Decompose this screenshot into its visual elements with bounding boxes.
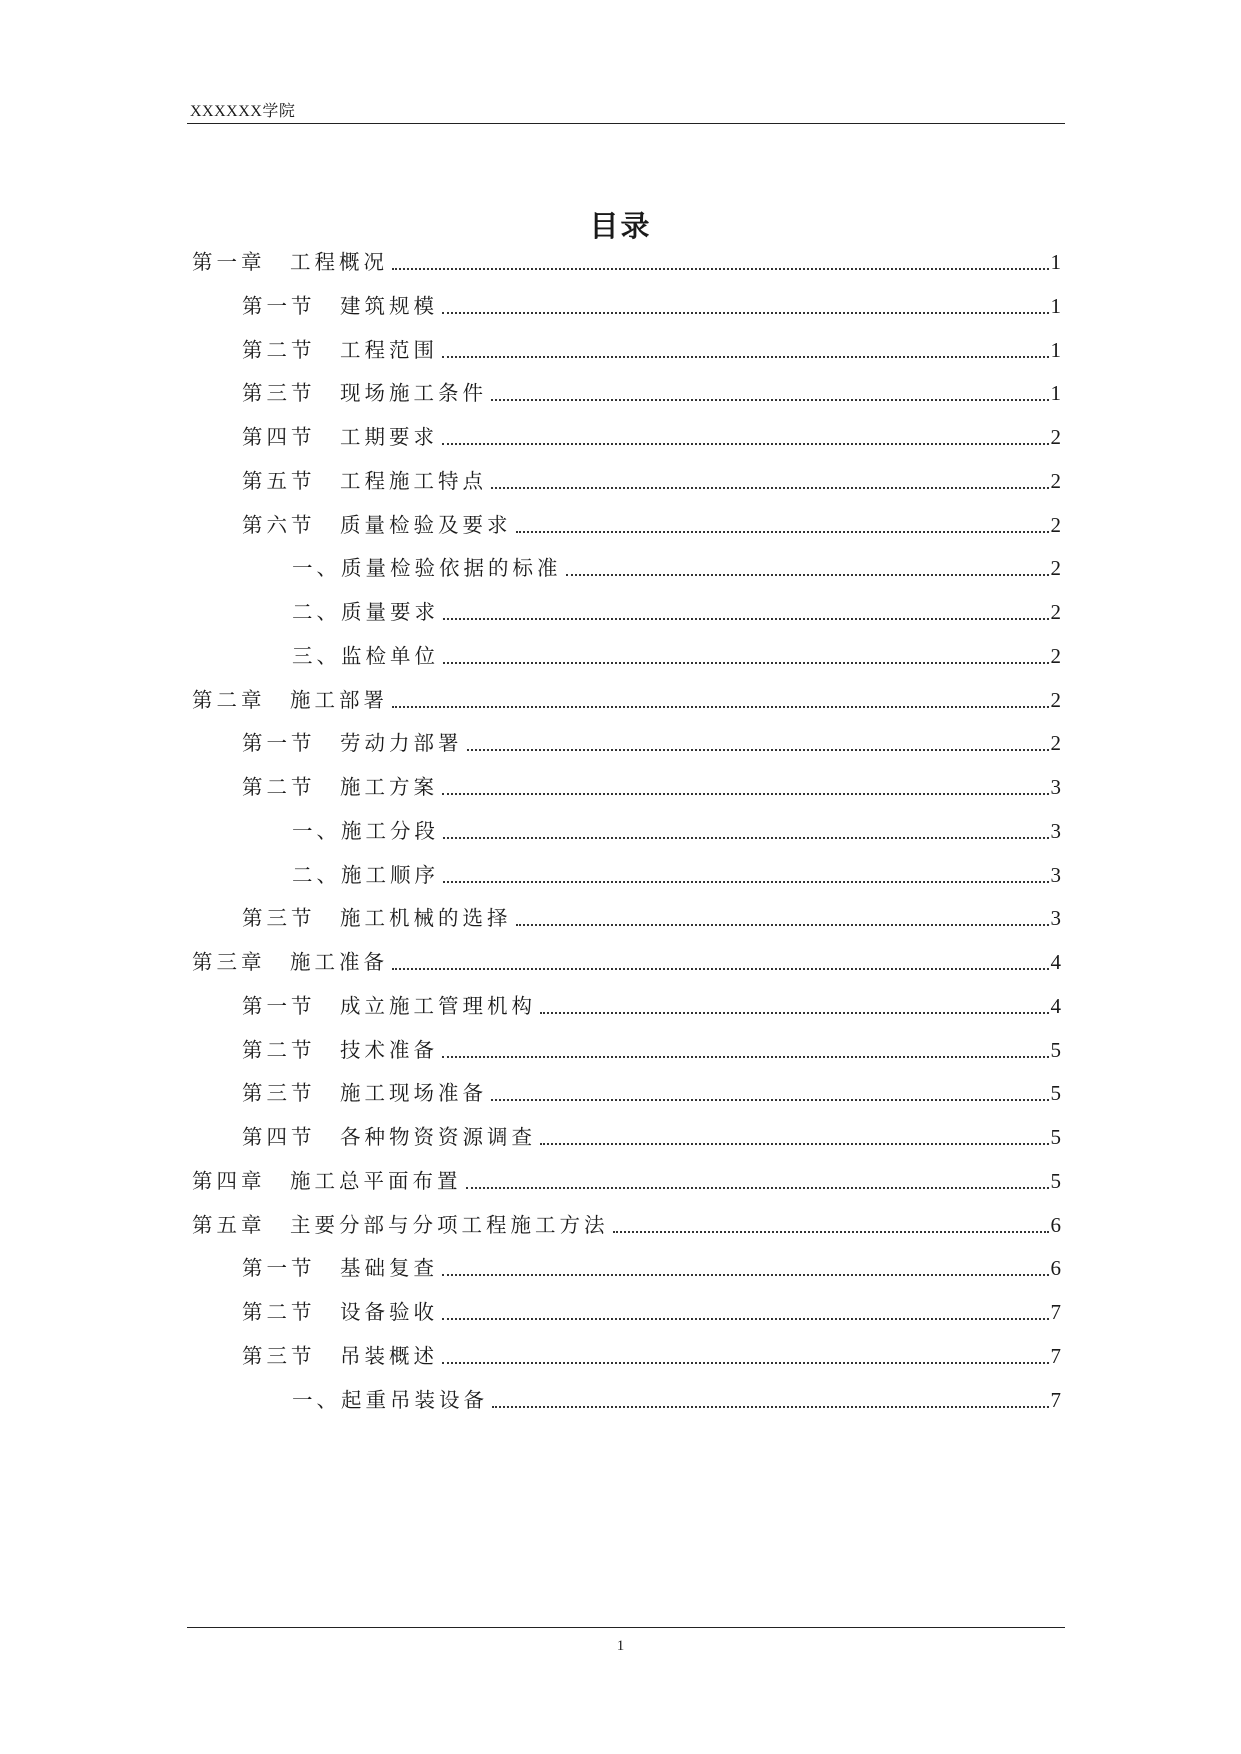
- toc-entry-page-number: 5: [1050, 1081, 1061, 1106]
- toc-entry[interactable]: [242, 1341, 1061, 1371]
- toc-dot-leader: [566, 574, 1049, 576]
- toc-entry[interactable]: [242, 1297, 1061, 1327]
- toc-entry[interactable]: [292, 641, 1061, 671]
- toc-dot-leader: [392, 968, 1049, 970]
- toc-entry-label: 第四章 施工总平面布置: [192, 1168, 462, 1193]
- toc-entry[interactable]: [242, 772, 1061, 802]
- toc-dot-leader: [516, 924, 1049, 926]
- toc-entry-label: 第三节 现场施工条件: [242, 381, 487, 406]
- toc-entry[interactable]: [292, 816, 1061, 846]
- toc-entry-label: 二、施工顺序: [292, 862, 439, 887]
- footer-rule: [187, 1627, 1065, 1628]
- toc-title: 目录: [589, 209, 652, 243]
- toc-dot-leader: [442, 793, 1049, 795]
- toc-entry-page-number: 4: [1050, 993, 1061, 1018]
- toc-entry[interactable]: [292, 597, 1061, 627]
- toc-entry[interactable]: [242, 1078, 1061, 1108]
- toc-dot-leader: [442, 356, 1049, 358]
- toc-entry-label: 第三节 施工现场准备: [242, 1081, 487, 1106]
- toc-entry-page-number: 2: [1050, 556, 1061, 581]
- toc-entry[interactable]: [242, 1253, 1061, 1283]
- toc-entry-page-number: 1: [1050, 250, 1061, 274]
- toc-entry-page-number: 2: [1050, 643, 1061, 668]
- toc-entry-page-number: 4: [1050, 950, 1061, 974]
- toc-dot-leader: [613, 1231, 1049, 1233]
- toc-entry-label: 第四节 工期要求: [242, 425, 438, 449]
- toc-entry-label: 第三节 施工机械的选择: [242, 906, 512, 931]
- toc-dot-leader: [392, 268, 1049, 270]
- toc-entry[interactable]: [242, 422, 1061, 452]
- toc-entry-page-number: 2: [1050, 512, 1061, 537]
- toc-entry-label: 第五节 工程施工特点: [242, 468, 487, 493]
- toc-entry-label: 第一节 成立施工管理机构: [242, 993, 536, 1018]
- toc-entry-label: 一、起重吊装设备: [292, 1387, 488, 1412]
- toc-dot-leader: [442, 443, 1049, 445]
- toc-dot-leader: [540, 1012, 1049, 1014]
- toc-entry-label: 第二节 工程范围: [242, 337, 438, 362]
- toc-dot-leader: [442, 1274, 1049, 1276]
- toc-dot-leader: [443, 837, 1049, 839]
- toc-entry-label: 第二节 设备验收: [242, 1300, 438, 1324]
- toc-entry-page-number: 3: [1050, 818, 1061, 843]
- toc-entry-label: 第四节 各种物资资源调查: [242, 1125, 536, 1149]
- toc-entry[interactable]: [192, 947, 1061, 977]
- toc-dot-leader: [443, 618, 1049, 620]
- toc-dot-leader: [466, 1187, 1049, 1189]
- toc-entry-label: 第二节 施工方案: [242, 775, 438, 799]
- toc-entry-label: 二、质量要求: [292, 600, 439, 624]
- toc-entry-page-number: 5: [1050, 1168, 1061, 1193]
- toc-entry-page-number: 2: [1050, 468, 1061, 493]
- toc-dot-leader: [491, 1099, 1049, 1101]
- toc-entry[interactable]: [192, 1166, 1061, 1196]
- toc-dot-leader: [491, 399, 1049, 401]
- toc-entry-label: 第三节 吊装概述: [242, 1343, 438, 1368]
- toc-entry-label: 第一节 基础复查: [242, 1256, 438, 1281]
- toc-entry[interactable]: [242, 335, 1061, 365]
- toc-entry-label: 第二节 技术准备: [242, 1037, 438, 1062]
- toc-entry-label: 第一节 劳动力部署: [242, 731, 463, 756]
- toc-entry[interactable]: [292, 860, 1061, 890]
- toc-dot-leader: [516, 531, 1049, 533]
- toc-entry-label: 一、质量检验依据的标准: [292, 556, 562, 581]
- toc-entry-page-number: 3: [1050, 862, 1061, 887]
- toc-entry-page-number: 3: [1050, 775, 1061, 799]
- toc-entry[interactable]: [292, 553, 1061, 583]
- toc-entry[interactable]: [192, 685, 1061, 715]
- toc-entry-label: 一、施工分段: [292, 818, 439, 843]
- toc-dot-leader: [442, 1318, 1049, 1320]
- toc-entry-page-number: 5: [1050, 1037, 1061, 1062]
- toc-entry[interactable]: [192, 1210, 1061, 1240]
- toc-entry-label: 第一节 建筑规模: [242, 293, 438, 318]
- toc-entry[interactable]: [242, 378, 1061, 408]
- toc-entry-label: 三、监检单位: [292, 643, 439, 668]
- toc-entry[interactable]: [242, 1035, 1061, 1065]
- toc-entry-label: 第五章 主要分部与分项工程施工方法: [192, 1212, 609, 1237]
- toc-dot-leader: [442, 1056, 1049, 1058]
- toc-entry-page-number: 7: [1050, 1343, 1061, 1368]
- toc-entry[interactable]: [242, 291, 1061, 321]
- toc-dot-leader: [442, 1362, 1049, 1364]
- page-number: 1: [616, 1638, 625, 1654]
- toc-dot-leader: [492, 1406, 1049, 1408]
- toc-dot-leader: [443, 662, 1049, 664]
- toc-dot-leader: [392, 706, 1049, 708]
- toc-entry-page-number: 7: [1050, 1300, 1061, 1324]
- toc-entry-page-number: 3: [1050, 906, 1061, 931]
- toc-entry[interactable]: [242, 510, 1061, 540]
- toc-entry-label: 第六节 质量检验及要求: [242, 512, 512, 537]
- toc-dot-leader: [467, 749, 1049, 751]
- toc-entry-page-number: 1: [1050, 337, 1061, 362]
- toc-dot-leader: [443, 881, 1049, 883]
- toc-entry-label: 第三章 施工准备: [192, 950, 388, 974]
- toc-entry[interactable]: [242, 728, 1061, 758]
- toc-entry-page-number: 2: [1050, 600, 1061, 624]
- toc-entry-page-number: 7: [1050, 1387, 1061, 1412]
- toc-entry[interactable]: [242, 991, 1061, 1021]
- toc-entry-page-number: 2: [1050, 731, 1061, 756]
- toc-entry-page-number: 5: [1050, 1125, 1061, 1149]
- toc-entry[interactable]: [242, 903, 1061, 933]
- toc-entry[interactable]: [292, 1385, 1061, 1415]
- toc-entry[interactable]: [192, 247, 1061, 277]
- toc-dot-leader: [491, 487, 1049, 489]
- toc-entry-page-number: 2: [1050, 687, 1061, 712]
- toc-entry-page-number: 2: [1050, 425, 1061, 449]
- toc-entry[interactable]: [242, 1122, 1061, 1152]
- toc-dot-leader: [540, 1143, 1049, 1145]
- toc-entry-page-number: 6: [1050, 1256, 1061, 1281]
- toc-entry[interactable]: [242, 466, 1061, 496]
- page-header: [187, 94, 1065, 124]
- toc-dot-leader: [442, 312, 1049, 314]
- header-institution-name: XXXXXX学院: [190, 103, 296, 120]
- toc-entry-page-number: 1: [1050, 381, 1061, 406]
- toc-entry-page-number: 1: [1050, 293, 1061, 318]
- toc-entry-page-number: 6: [1050, 1212, 1061, 1237]
- toc-entry-label: 第二章 施工部署: [192, 687, 388, 712]
- toc-entry-label: 第一章 工程概况: [192, 250, 388, 274]
